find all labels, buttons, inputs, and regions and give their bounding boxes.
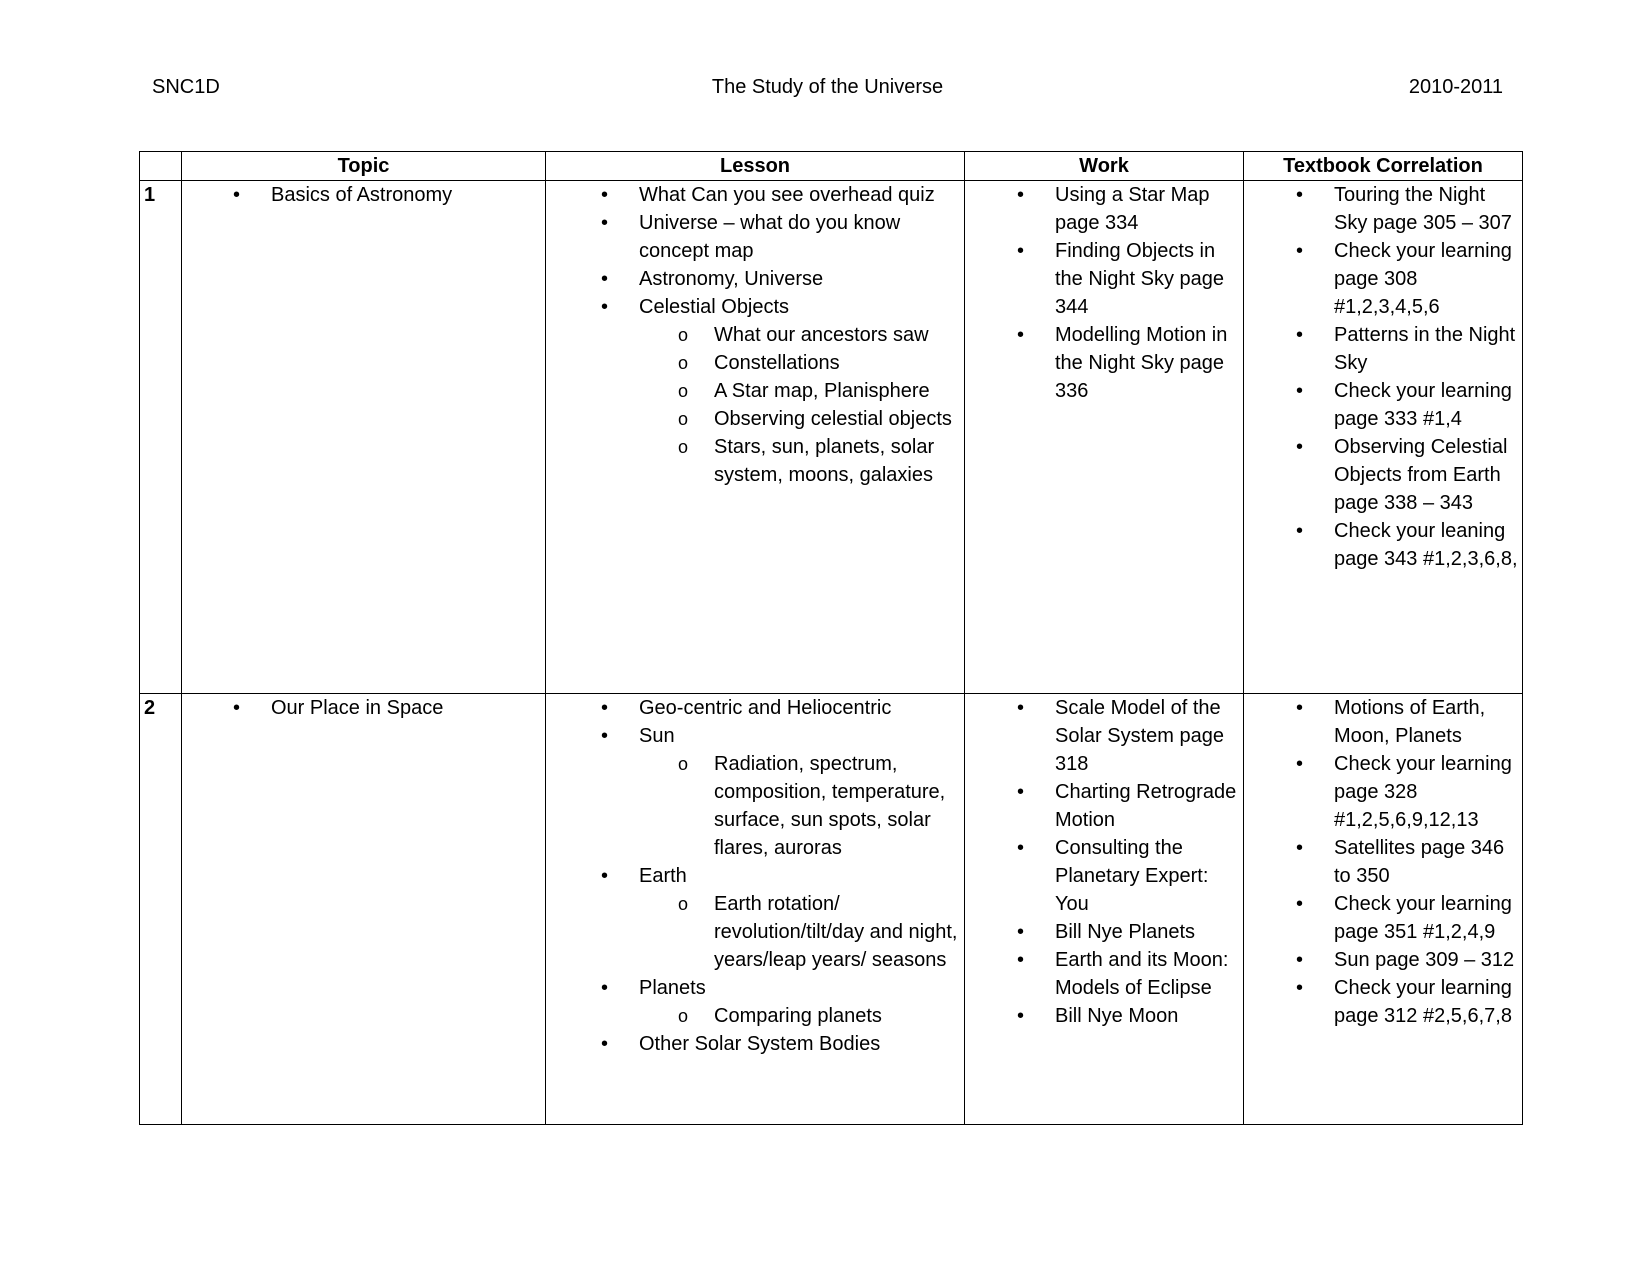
work-item: • Charting Retrograde Motion — [1055, 778, 1239, 834]
lesson-item: • Astronomy, Universe — [639, 265, 960, 293]
work-cell — [965, 694, 1244, 1125]
textbook-item: • Check your learning page 308 #1,2,3,4,5,6 — [1334, 237, 1518, 321]
row-number: 2 — [140, 694, 182, 1125]
textbook-cell — [1244, 181, 1523, 694]
topic-item: • Our Place in Space — [271, 694, 541, 722]
lesson-cell — [546, 694, 965, 1125]
textbook-item: • Check your learning page 333 #1,4 — [1334, 377, 1518, 433]
lesson-item: • Universe – what do you know concept map — [639, 209, 960, 265]
school-year: 2010-2011 — [1408, 76, 1503, 98]
work-item: • Consulting the Planetary Expert: You — [1055, 834, 1239, 918]
textbook-item: • Observing Celestial Objects from Earth page 338 – 343 — [1334, 433, 1518, 517]
document-title: The Study of the Universe — [711, 76, 944, 98]
lesson-item: • What Can you see overhead quiz — [639, 181, 960, 209]
lesson-subitem: o Earth rotation/ revolution/tilt/day and night, years/leap years/ seasons — [714, 890, 960, 974]
column-header-textbook: Textbook Correlation — [1244, 152, 1523, 181]
lesson-item: • Planets o Comparing planets — [639, 974, 960, 1030]
textbook-cell — [1244, 694, 1523, 1125]
textbook-item: • Touring the Night Sky page 305 – 307 — [1334, 181, 1518, 237]
textbook-item: • Check your leaning page 343 #1,2,3,6,8, — [1334, 517, 1518, 573]
row-number: 1 — [140, 181, 182, 694]
lesson-subitem: o A Star map, Planisphere — [714, 377, 960, 405]
unit-plan-table — [139, 151, 1523, 1125]
lesson-subitem: o Constellations — [714, 349, 960, 377]
work-item: • Bill Nye Moon — [1055, 1002, 1239, 1030]
table-row — [140, 181, 1523, 694]
table-row — [140, 694, 1523, 1125]
lesson-item: • Celestial Objects o What our ancestors saw o Constellations o A Star map, Planisphere o Observing celestial objects o Stars, sun, planets, solar system, moons, galaxies — [639, 293, 960, 489]
column-header-number — [140, 152, 182, 181]
lesson-item: • Geo-centric and Heliocentric — [639, 694, 960, 722]
textbook-item: • Motions of Earth, Moon, Planets — [1334, 694, 1518, 750]
column-header-topic: Topic — [182, 152, 546, 181]
topic-cell — [182, 181, 546, 694]
topic-item: • Basics of Astronomy — [271, 181, 541, 209]
topic-cell — [182, 694, 546, 1125]
work-item: • Using a Star Map page 334 — [1055, 181, 1239, 237]
lesson-subitem: o Comparing planets — [714, 1002, 960, 1030]
lesson-item: • Sun o Radiation, spectrum, composition, temperature, surface, sun spots, solar flares, auroras — [639, 722, 960, 862]
textbook-item: • Check your learning page 312 #2,5,6,7,8 — [1334, 974, 1518, 1030]
work-item: • Scale Model of the Solar System page 318 — [1055, 694, 1239, 778]
lesson-cell — [546, 181, 965, 694]
lesson-subitem: o Observing celestial objects — [714, 405, 960, 433]
column-header-work: Work — [965, 152, 1244, 181]
textbook-item: • Satellites page 346 to 350 — [1334, 834, 1518, 890]
table-header-row — [140, 152, 1523, 181]
column-header-lesson: Lesson — [546, 152, 965, 181]
textbook-item: • Sun page 309 – 312 — [1334, 946, 1518, 974]
lesson-item: • Earth o Earth rotation/ revolution/tilt/day and night, years/leap years/ seasons — [639, 862, 960, 974]
lesson-subitem: o Radiation, spectrum, composition, temperature, surface, sun spots, solar flares, auroras — [714, 750, 960, 862]
textbook-item: • Patterns in the Night Sky — [1334, 321, 1518, 377]
lesson-item: • Other Solar System Bodies — [639, 1030, 960, 1058]
lesson-subitem: o Stars, sun, planets, solar system, moons, galaxies — [714, 433, 960, 489]
course-code: SNC1D — [152, 76, 220, 98]
work-item: • Earth and its Moon: Models of Eclipse — [1055, 946, 1239, 1002]
page-header — [152, 76, 1503, 106]
lesson-subitem: o What our ancestors saw — [714, 321, 960, 349]
work-cell — [965, 181, 1244, 694]
textbook-item: • Check your learning page 328 #1,2,5,6,9,12,13 — [1334, 750, 1518, 834]
textbook-item: • Check your learning page 351 #1,2,4,9 — [1334, 890, 1518, 946]
work-item: • Finding Objects in the Night Sky page 344 — [1055, 237, 1239, 321]
work-item: • Modelling Motion in the Night Sky page 336 — [1055, 321, 1239, 405]
work-item: • Bill Nye Planets — [1055, 918, 1239, 946]
